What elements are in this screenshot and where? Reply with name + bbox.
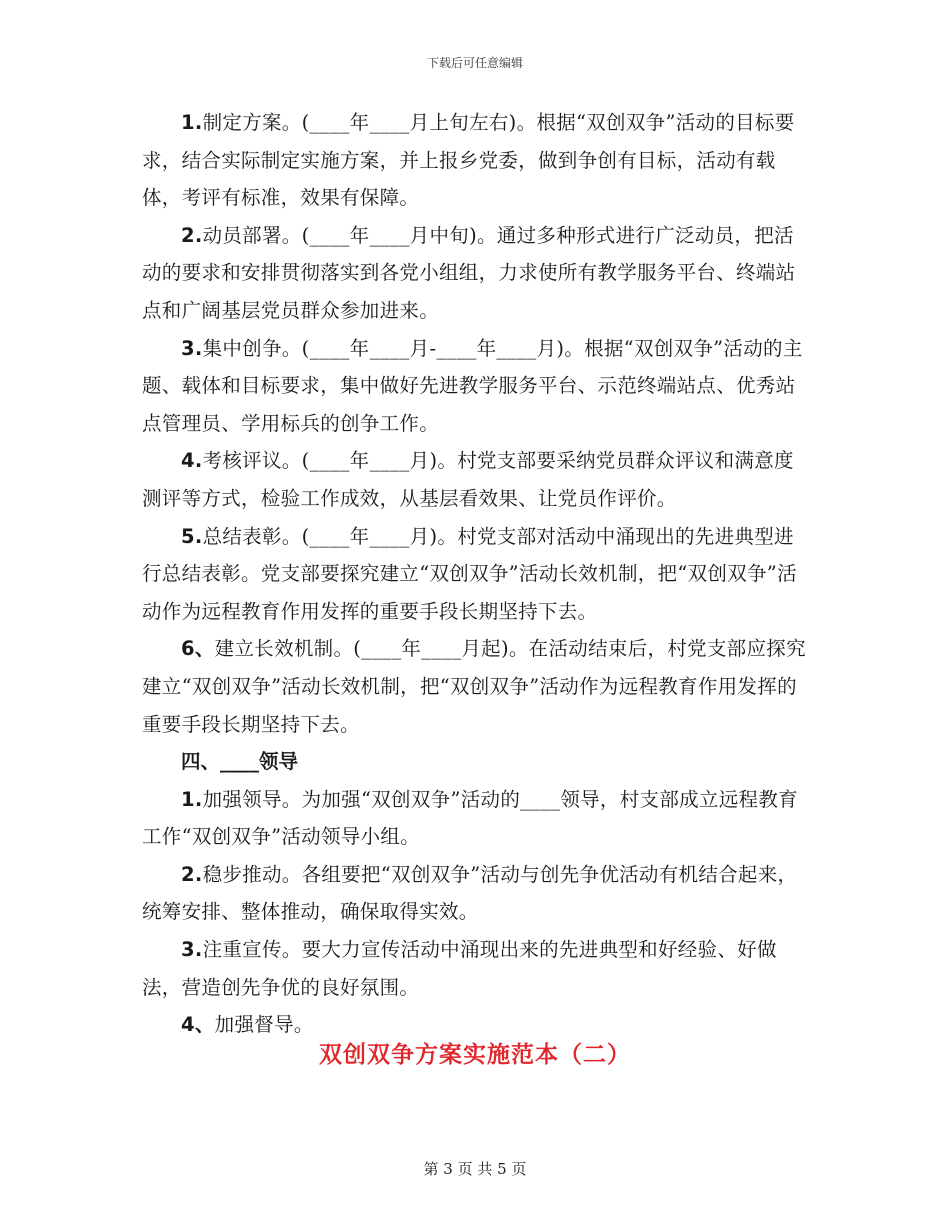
leadership-paragraph-1: 1.加强领导。为加强“双创双争”活动的____领导，村支部成立远程教育工作“双创双争”活动领导小组。 [142,787,798,849]
next-document-title: 双创双争方案实施范本（二） [319,1041,631,1068]
leadership-paragraph-4: 4、加强督导。 [181,1013,314,1037]
page-header: 下载后可任意编辑 [426,56,523,70]
paragraph-6: 6、建立长效机制。(____年____月起)。在活动结束后，村党支部应探究建立“双创双争”活动长效机制，把“双创双争”活动作为远程教育作用发挥的重要手段长期坚持下去。 [142,637,806,736]
paragraph-3: 3.集中创争。(____年____月-____年____月)。根据“双创双争”活动的主题、载体和目标要求，集中做好先进教学服务平台、示范终端站点、优秀站点管理员、学用标兵的创争工作。 [142,336,803,435]
leadership-paragraph-2: 2.稳步推动。各组要把“双创双争”活动与创先争优活动有机结合起来，统筹安排、整体推动，确保取得实效。 [142,862,798,924]
leadership-paragraph-3: 3.注重宣传。要大力宣传活动中涌现出来的先进典型和好经验、好做法，营造创先争优的良好氛围。 [142,938,777,999]
section-heading: 四、____领导 [181,750,299,774]
paragraph-4: 4.考核评议。(____年____月)。村党支部要采纳党员群众评议和满意度测评等方式，检验工作成效，从基层看效果、让党员作评价。 [142,449,794,510]
paragraph-1: 1.制定方案。(____年____月上旬左右)。根据“双创双争”活动的目标要求，结合实际制定实施方案，并上报乡党委，做到争创有目标，活动有载体，考评有标准，效果有保障。 [142,111,795,210]
document-body [142,104,810,1044]
paragraph-5: 5.总结表彰。(____年____月)。村党支部对活动中涌现出的先进典型进行总结表彰。党支部要探究建立“双创双争”活动长效机制，把“双创双争”活动作为远程教育作用发挥的重要手段长期坚持下去。 [142,524,797,623]
page-footer: 第 3 页 共 5 页 [423,1160,527,1178]
paragraph-2: 2.动员部署。(____年____月中旬)。通过多种形式进行广泛动员，把活动的要求和安排贯彻落实到各党小组组，力求使所有教学服务平台、终端站点和广阔基层党员群众参加进来。 [142,223,796,322]
